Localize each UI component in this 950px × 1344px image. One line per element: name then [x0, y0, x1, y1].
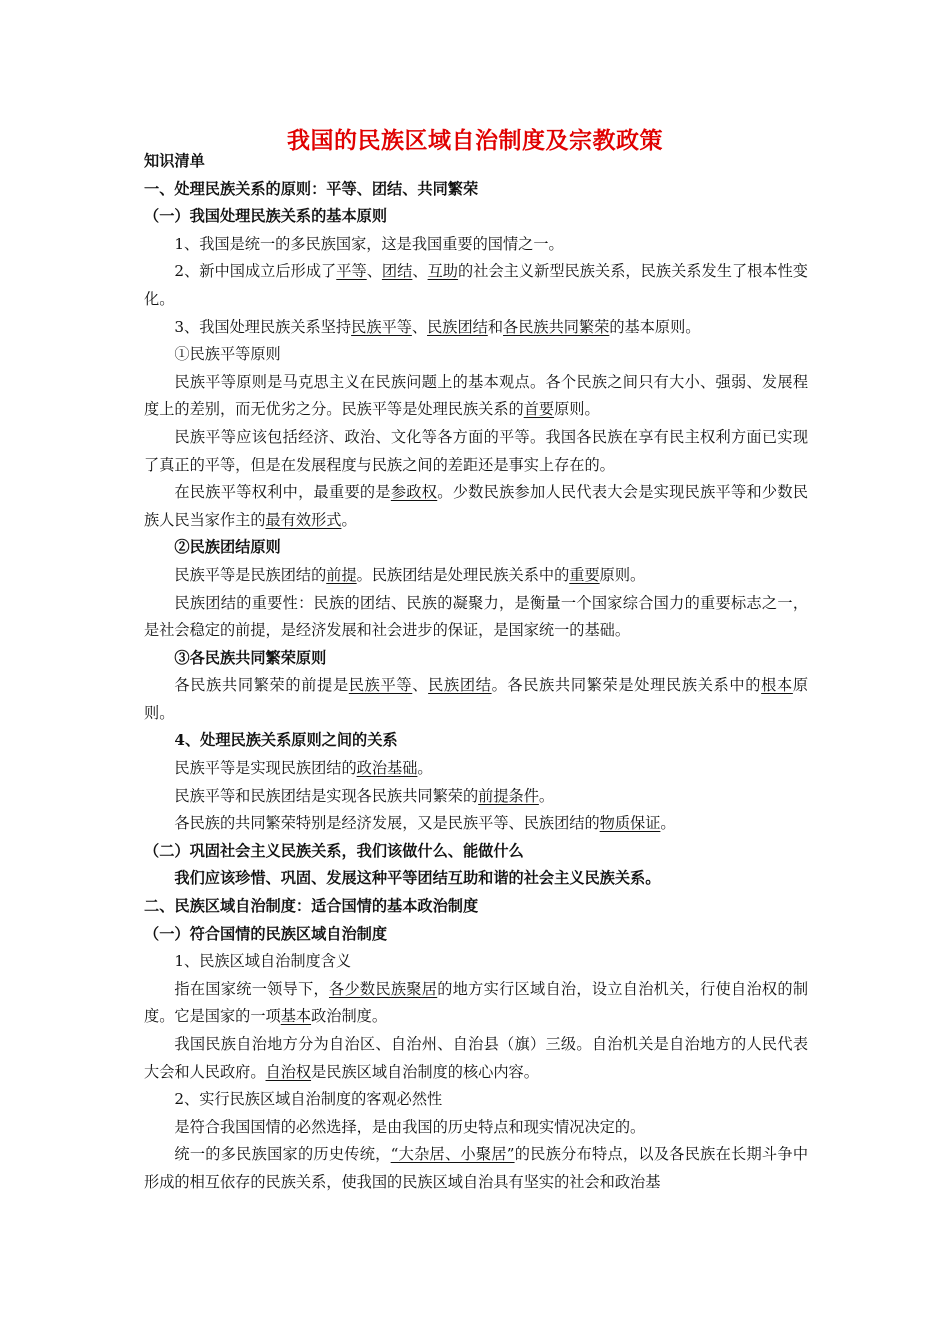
text-span: 民族平等是实现民族团结的 — [174, 759, 357, 778]
heading-part-1: 一、处理民族关系的原则：平等、团结、共同繁荣 — [144, 179, 479, 198]
underlined-term: 政治基础 — [356, 759, 418, 778]
text-span: 。 — [538, 786, 555, 805]
document-body — [144, 148, 808, 1197]
underlined-term: 平等 — [336, 262, 367, 281]
section-label-knowledge-list: 知识清单 — [144, 152, 205, 170]
underlined-term: 前提条件 — [478, 786, 539, 805]
paragraph-relation-1 — [144, 755, 808, 783]
text-span: 、 — [366, 262, 382, 281]
subheading-unity: ②民族团结原则 — [174, 538, 281, 557]
paragraph-unity-importance: 民族团结的重要性：民族的团结、民族的凝聚力，是衡量一个国家综合国力的重要标志之一，是社会稳定的前提，是经济发展和社会进步的保证，是国家统一的基础。 — [144, 593, 808, 640]
paragraph-1: 1、我国是统一的多民族国家，这是我国重要的国情之一。 — [174, 234, 564, 253]
text-span: 原则。 — [554, 400, 600, 419]
text-span: 、 — [412, 262, 428, 281]
text-span: 。少数民族参加人民代表大会是实现民族平等和少数民族人民当家作主的 — [144, 483, 809, 529]
text-span: 统一的多民族国家的历史传统， — [174, 1145, 391, 1164]
paragraph-autonomy-definition-title: 1、民族区域自治制度含义 — [174, 952, 352, 971]
text-span: 民族平等原则是马克思主义在民族问题上的基本观点。各个民族之间只有大小、强弱、发展程度上的差别，而无优劣之分。民族平等是处理民族关系的 — [144, 372, 808, 419]
paragraph-necessity: 是符合我国国情的必然选择，是由我国的历史特点和现实情况决定的。 — [174, 1117, 646, 1136]
underlined-term: 自治权 — [265, 1062, 312, 1081]
paragraph-relation-2 — [144, 783, 808, 811]
text-span: 我国民族自治地方分为自治区、自治州、自治县（旗）三级。自治机关是自治地方的人民代表大会和人民政府。 — [144, 1035, 808, 1081]
subheading-principle-relations: 4、处理民族关系原则之间的关系 — [174, 731, 398, 750]
text-span: 的地方实行区域自治，设立自治机关，行使自治权的制度。它是国家的一项 — [144, 979, 809, 1026]
text-span: 、 — [412, 676, 429, 695]
text-span: 的基本原则。 — [609, 317, 701, 336]
text-span: 原则。 — [144, 676, 809, 722]
underlined-term: 各少数民族聚居 — [329, 979, 438, 998]
underlined-term: 基本 — [280, 1007, 312, 1026]
text-span: 。 — [660, 814, 676, 833]
subheading-2-1: （一）符合国情的民族区域自治制度 — [144, 924, 387, 943]
underlined-term: 重要 — [569, 565, 600, 584]
paragraph-autonomy-levels — [144, 1031, 808, 1086]
text-span: 和 — [487, 317, 503, 336]
paragraph-unity-principle — [144, 562, 808, 590]
text-span: 、 — [411, 317, 428, 336]
text-span: 民族平等和民族团结是实现各民族共同繁荣的 — [174, 786, 479, 805]
subheading-prosperity: ③各民族共同繁荣原则 — [174, 648, 327, 667]
paragraph-3 — [144, 314, 808, 342]
underlined-term: 团结 — [381, 262, 413, 281]
text-span: 原则。 — [599, 565, 646, 584]
underlined-term: 物质保证 — [599, 814, 661, 833]
underlined-term: 民族团结 — [427, 317, 488, 336]
text-span: 。 — [417, 759, 433, 778]
underlined-term: 参政权 — [390, 483, 438, 502]
paragraph-necessity-title: 2、实行民族区域自治制度的客观必然性 — [174, 1090, 443, 1109]
text-span: 政治制度。 — [311, 1007, 387, 1026]
underlined-term: 互助 — [427, 262, 459, 281]
paragraph-equality-scope: 民族平等应该包括经济、政治、文化等各方面的平等。我国各民族在享有民主权利方面已实现了真正的平等，但是在发展程度与民族之间的差距还是事实上存在的。 — [144, 427, 808, 474]
paragraph-2 — [144, 258, 808, 313]
text-span: 。民族团结是处理民族关系中的 — [356, 565, 570, 584]
paragraph-equality-principle — [144, 369, 808, 424]
paragraph-autonomy-definition — [144, 976, 808, 1031]
text-span: 各民族的共同繁荣特别是经济发展，又是民族平等、民族团结的 — [174, 814, 600, 833]
subheading-1-2: （二）巩固社会主义民族关系，我们该做什么、能做什么 — [144, 841, 524, 860]
text-span: 的社会主义新型民族关系，民族关系发生了根本性变化。 — [144, 262, 808, 308]
underlined-term: 前提 — [326, 565, 357, 584]
text-span: 指在国家统一领导下， — [174, 979, 329, 998]
text-span: 的民族分布特点，以及各民族在长期斗争中形成的相互依存的民族关系，使我国的民族区域自治具有坚实的社会和政治基 — [144, 1145, 809, 1191]
paragraph-relation-3 — [144, 810, 808, 838]
document-title: 我国的民族区域自治制度及宗教政策 — [287, 127, 663, 154]
underlined-term: “大杂居、小聚居” — [390, 1145, 515, 1164]
subheading-1-1: （一）我国处理民族关系的基本原则 — [144, 207, 387, 226]
text-span: 是民族区域自治制度的核心内容。 — [311, 1062, 539, 1081]
text-span: 2、新中国成立后形成了 — [174, 262, 337, 281]
text-span: 3、我国处理民族关系坚持 — [174, 317, 352, 336]
text-span: 在民族平等权利中，最重要的是 — [174, 483, 391, 502]
subheading-equality: ①民族平等原则 — [174, 345, 281, 364]
underlined-term: 各民族共同繁荣 — [503, 317, 610, 336]
heading-part-2: 二、民族区域自治制度：适合国情的基本政治制度 — [144, 897, 479, 916]
paragraph-prosperity-principle — [144, 672, 808, 727]
underlined-term: 民族团结 — [428, 676, 492, 695]
text-span: 民族平等是民族团结的 — [174, 565, 327, 584]
text-span: 。 — [341, 510, 357, 529]
underlined-term: 民族平等 — [348, 676, 413, 695]
paragraph-equality-rights — [144, 479, 808, 534]
text-span: 。各民族共同繁荣是处理民族关系中的 — [491, 676, 762, 695]
text-span: 各民族共同繁荣的前提是 — [174, 676, 349, 695]
underlined-term: 民族平等 — [351, 317, 412, 336]
paragraph-history-tradition — [144, 1141, 808, 1196]
underlined-term: 根本 — [761, 676, 793, 695]
underlined-term: 首要 — [523, 400, 555, 419]
paragraph-cherish-relations: 我们应该珍惜、巩固、发展这种平等团结互助和谐的社会主义民族关系。 — [174, 869, 661, 888]
underlined-term: 最有效形式 — [265, 510, 342, 529]
